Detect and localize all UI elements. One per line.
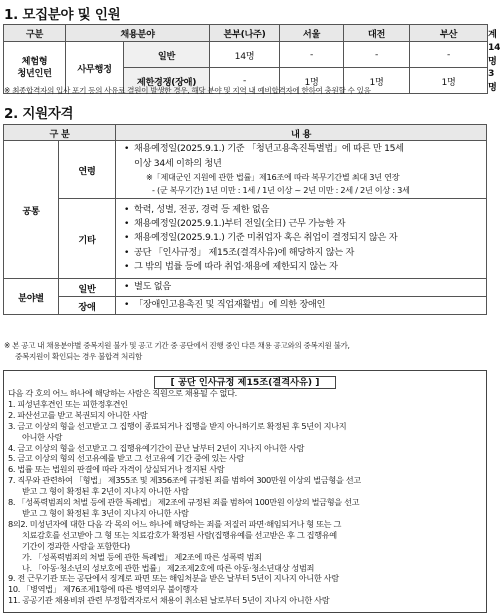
age-sub-note: - (군 복무기간) 1년 미만 : 1세 / 1년 이상 ~ 2년 미만 : 2세 / 2년 이상 : 3세 (152, 184, 410, 195)
header-daejeon: 대전 (344, 25, 410, 42)
header-division: 구 분 (4, 125, 116, 141)
common-label: 공통 (4, 141, 59, 279)
general-content (116, 279, 487, 297)
rules-line: 7. 직무와 관련하여 「형법」 제355조 및 제356조에 규정된 죄를 범하여 300만원 이상의 벌금형을 선고 (8, 475, 361, 486)
disqualification-rules-box (3, 370, 487, 613)
etc-label: 기타 (59, 199, 116, 279)
section2-title: 2. 지원자격 (4, 106, 74, 122)
age-label: 연령 (59, 141, 116, 199)
age-content (116, 141, 487, 199)
rules-title (4, 374, 486, 388)
eligibility-table (3, 124, 487, 315)
rules-line: 2. 파산선고를 받고 복권되지 아니한 사람 (8, 409, 148, 420)
header-seoul: 서울 (280, 25, 344, 42)
header-content: 내 용 (116, 125, 487, 141)
cell-value: 1명 (280, 68, 344, 94)
rules-line: 받고 그 형이 확정된 후 2년이 지나지 아니한 사람 (22, 486, 189, 497)
rules-line: 가. 「성폭력범죄의 처벌 등에 관한 특례법」 제2조에 따른 성폭력 범죄 (22, 551, 262, 562)
disabled-label: 장애 (59, 297, 116, 315)
rules-body (8, 388, 482, 606)
recruitment-table: 구분 채용분야 본부(나주) 서울 대전 부산 계 체험형 청년인턴 사무행정 일반 14명 - - - 14명 제한경쟁(장애) - 1명 1명 1명 3명 (3, 24, 488, 94)
rules-line: 1. 피성년후견인 또는 피한정후견인 (8, 398, 128, 409)
header-hq: 본부(나주) (210, 25, 280, 42)
age-line: • 채용예정일(2025.9.1.) 기준 「청년고용촉진특별법」에 따른 만 15세 (122, 142, 486, 156)
disabled-content (116, 297, 487, 315)
etc-line: • 채용예정일(2025.9.1.)부터 전일(全日) 근무 가능한 자 (122, 217, 486, 231)
rules-line: 아니한 사람 (22, 431, 63, 442)
rules-title-text: [ 공단 인사규정 제15조(결격사유) ] (154, 376, 337, 389)
field-label: 분야별 (4, 279, 59, 315)
cell-value: - (280, 42, 344, 68)
etc-line: • 채용예정일(2025.9.1.) 기준 미취업자 혹은 취업이 결정되지 않은 자 (122, 231, 486, 245)
rules-line: 8의2. 미성년자에 대한 다음 각 목의 어느 하나에 해당하는 죄를 저질러 파면·해임되거나 형 또는 그 (8, 518, 342, 529)
general-text: • 별도 없음 (122, 280, 486, 294)
section2-note: ※ 본 공고 내 채용분야별 중복지원 불가 및 공고 기간 중 공단에서 진행 중인 다른 채용 공고와의 중복지원 불가, (4, 341, 350, 350)
etc-line: • 그 밖의 법률 등에 따라 취업·채용에 제한되지 않는 자 (122, 260, 486, 274)
rules-line: 치료감호를 선고받아 그 형 또는 치료감호가 확정된 사람(집행유예를 선고받은 후 그 집행유예 (22, 529, 337, 540)
disabled-text: • 「장애인고용촉진 및 직업재활법」에 의한 장애인 (122, 298, 486, 312)
field-admin: 사무행정 (66, 42, 124, 94)
section2-note: 중복지원이 확인되는 경우 불합격 처리함 (15, 352, 143, 361)
category-intern: 체험형 청년인턴 (4, 42, 66, 94)
age-sub-note: ※「제대군인 지원에 관한 법률」제16조에 따라 복무기간별 최대 3년 연장 (146, 171, 400, 182)
cell-value: 14명 (210, 42, 280, 68)
rules-line: 10. 「병역법」 제76조제1항에 따른 병역의무 불이행자 (8, 584, 198, 595)
section1-title: 1. 모집분야 및 인원 (4, 7, 121, 23)
age-line: 이상 34세 이하의 청년 (134, 157, 222, 169)
row-label-disabled: 제한경쟁(장애) (124, 68, 210, 94)
rules-line: 3. 금고 이상의 형을 선고받고 그 집행이 종료되거나 집행을 받지 아니하기로 확정된 후 5년이 지나지 (8, 420, 347, 431)
cell-value: - (344, 42, 410, 68)
etc-line: • 공단 「인사규정」 제15조(결격사유)에 해당하지 않는 자 (122, 246, 486, 260)
rules-line: 9. 전 근무기관 또는 공단에서 징계로 파면 또는 해임처분을 받은 날부터 5년이 지나지 아니한 사람 (8, 573, 339, 584)
cell-value: 1명 (344, 68, 410, 94)
section1-note: ※ 최종합격자의 입사 포기 등의 사유로 결원이 발생한 경우, 해당 분야 및 지역 내 예비합격자에 한하여 충원할 수 있음 (4, 86, 371, 95)
header-category: 구분 (4, 25, 66, 42)
rules-line: 6. 법률 또는 법원의 판결에 따라 자격이 상실되거나 정지된 사람 (8, 464, 225, 475)
cell-value: - (210, 68, 280, 94)
header-field: 채용분야 (66, 25, 210, 42)
row-label-general: 일반 (124, 42, 210, 68)
header-busan: 부산 (410, 25, 488, 42)
cell-value: 1명 (410, 68, 488, 94)
general-label: 일반 (59, 279, 116, 297)
rules-line: 5. 금고 이상의 형의 선고유예를 받고 그 선고유예 기간 중에 있는 사람 (8, 453, 244, 464)
etc-line: • 학력, 성별, 전공, 경력 등 제한 없음 (122, 203, 486, 217)
rules-line: 11. 공공기관 채용비위 관련 부정합격자로서 채용이 취소된 날로부터 5년이 지나지 아니한 사람 (8, 595, 330, 606)
rules-line: 4. 금고 이상의 형을 선고받고 그 집행유예기간이 끝난 날부터 2년이 지나지 아니한 사람 (8, 442, 305, 453)
rules-line: 나. 「아동·청소년의 성보호에 관한 법률」 제2조제2호에 따른 아동·청소년대상 성범죄 (22, 562, 315, 573)
rules-line: 받고 그 형이 확정된 후 3년이 지나지 아니한 사람 (22, 507, 189, 518)
etc-content (116, 199, 487, 279)
rules-line: 8. 「성폭력범죄의 처벌 등에 관한 특례법」 제2조에 규정된 죄를 범하여 100만원 이상의 벌금형을 선고 (8, 497, 360, 508)
rules-line: 기간이 경과한 사람을 포함한다) (22, 540, 130, 551)
rules-line: 다음 각 호의 어느 하나에 해당하는 사람은 직원으로 채용될 수 없다. (8, 388, 237, 398)
cell-value: - (410, 42, 488, 68)
